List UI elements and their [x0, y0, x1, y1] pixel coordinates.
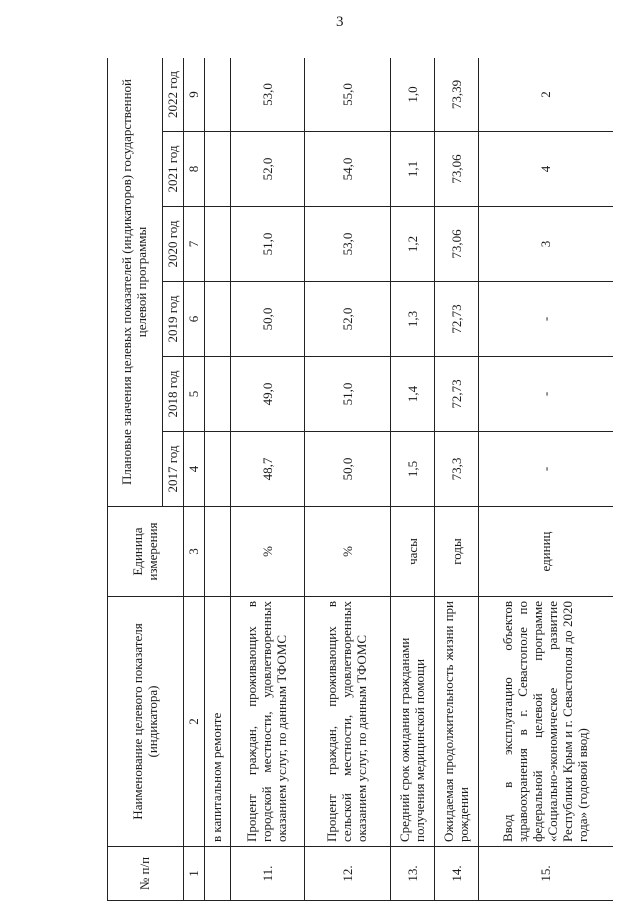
- page-number: 3: [336, 14, 344, 30]
- header-year: 2021 год: [163, 132, 184, 207]
- value-cell: [205, 207, 231, 282]
- value-cell: -: [479, 357, 614, 432]
- value-cell: 50,0: [231, 282, 305, 357]
- indicator-name: в капитальном ремонте: [205, 597, 231, 847]
- header-num: № п/п: [108, 847, 184, 901]
- row-number: 11.: [231, 847, 305, 901]
- unit-cell: единиц: [479, 507, 614, 597]
- value-cell: 73,3: [435, 432, 479, 507]
- unit-cell: годы: [435, 507, 479, 597]
- value-cell: 51,0: [305, 357, 391, 432]
- value-cell: 50,0: [305, 432, 391, 507]
- value-cell: 72,73: [435, 357, 479, 432]
- row-number: 15.: [479, 847, 614, 901]
- value-cell: 4: [479, 132, 614, 207]
- indicator-name: Процент граждан, проживающих в сельской местности, удовлетворенных оказанием услуг, по данным ТФОМС: [305, 597, 391, 847]
- row-number: [205, 847, 231, 901]
- table-row: [435, 58, 479, 901]
- table-row: [391, 58, 435, 901]
- col-number: 4: [184, 432, 205, 507]
- value-cell: 53,0: [231, 58, 305, 132]
- value-cell: 52,0: [305, 282, 391, 357]
- value-cell: 2: [479, 58, 614, 132]
- value-cell: 48,7: [231, 432, 305, 507]
- value-cell: 1,3: [391, 282, 435, 357]
- value-cell: [205, 282, 231, 357]
- indicator-name: Средний срок ожидания гражданами получения медицинской помощи: [391, 597, 435, 847]
- header-year: 2022 год: [163, 58, 184, 132]
- value-cell: 52,0: [231, 132, 305, 207]
- value-cell: [205, 357, 231, 432]
- unit-cell: %: [231, 507, 305, 597]
- value-cell: 51,0: [231, 207, 305, 282]
- col-number: 6: [184, 282, 205, 357]
- col-number: 3: [184, 507, 205, 597]
- value-cell: -: [479, 432, 614, 507]
- header-year: 2019 год: [163, 282, 184, 357]
- table-row: [231, 58, 305, 901]
- value-cell: 49,0: [231, 357, 305, 432]
- row-number: 14.: [435, 847, 479, 901]
- value-cell: 54,0: [305, 132, 391, 207]
- col-number: 5: [184, 357, 205, 432]
- header-year: 2017 год: [163, 432, 184, 507]
- col-number: 9: [184, 58, 205, 132]
- value-cell: [205, 432, 231, 507]
- value-cell: 73,06: [435, 207, 479, 282]
- value-cell: 73,39: [435, 58, 479, 132]
- value-cell: 1,1: [391, 132, 435, 207]
- indicator-table-container: [107, 58, 613, 901]
- unit-cell: [205, 507, 231, 597]
- value-cell: 53,0: [305, 207, 391, 282]
- header-unit: Единица измерения: [108, 507, 184, 597]
- header-plan: Плановые значения целевых показателей (индикаторов) государственной целевой программы: [108, 58, 163, 507]
- rotated-table: [107, 58, 613, 901]
- column-numbers-row: [184, 58, 205, 901]
- value-cell: 3: [479, 207, 614, 282]
- unit-cell: %: [305, 507, 391, 597]
- col-number: 7: [184, 207, 205, 282]
- unit-cell: часы: [391, 507, 435, 597]
- row-number: 13.: [391, 847, 435, 901]
- table-row: [205, 58, 231, 901]
- value-cell: 1,5: [391, 432, 435, 507]
- indicator-name: Ожидаемая продолжительность жизни при рождении: [435, 597, 479, 847]
- col-number: 2: [184, 597, 205, 847]
- col-number: 1: [184, 847, 205, 901]
- value-cell: [205, 132, 231, 207]
- indicator-name: Ввод в эксплуатацию объектов здравоохранения в г. Севастополе по федеральной целевой программе «Социально-экономическое развитие Республики Крым и г. Севастополя до 2020 года» (годовой ввод): [479, 597, 614, 847]
- table-row: [305, 58, 391, 901]
- header-row: [108, 58, 163, 901]
- value-cell: [205, 58, 231, 132]
- value-cell: -: [479, 282, 614, 357]
- value-cell: 55,0: [305, 58, 391, 132]
- header-name: Наименование целевого показателя (индикатора): [108, 597, 184, 847]
- value-cell: 73,06: [435, 132, 479, 207]
- table-row: [479, 58, 614, 901]
- col-number: 8: [184, 132, 205, 207]
- indicator-table: [107, 58, 613, 901]
- header-year: 2018 год: [163, 357, 184, 432]
- value-cell: 1,0: [391, 58, 435, 132]
- row-number: 12.: [305, 847, 391, 901]
- indicator-name: Процент граждан, проживающих в городской местности, удовлетворенных оказанием услуг, по данным ТФОМС: [231, 597, 305, 847]
- header-year: 2020 год: [163, 207, 184, 282]
- value-cell: 1,4: [391, 357, 435, 432]
- value-cell: 72,73: [435, 282, 479, 357]
- value-cell: 1,2: [391, 207, 435, 282]
